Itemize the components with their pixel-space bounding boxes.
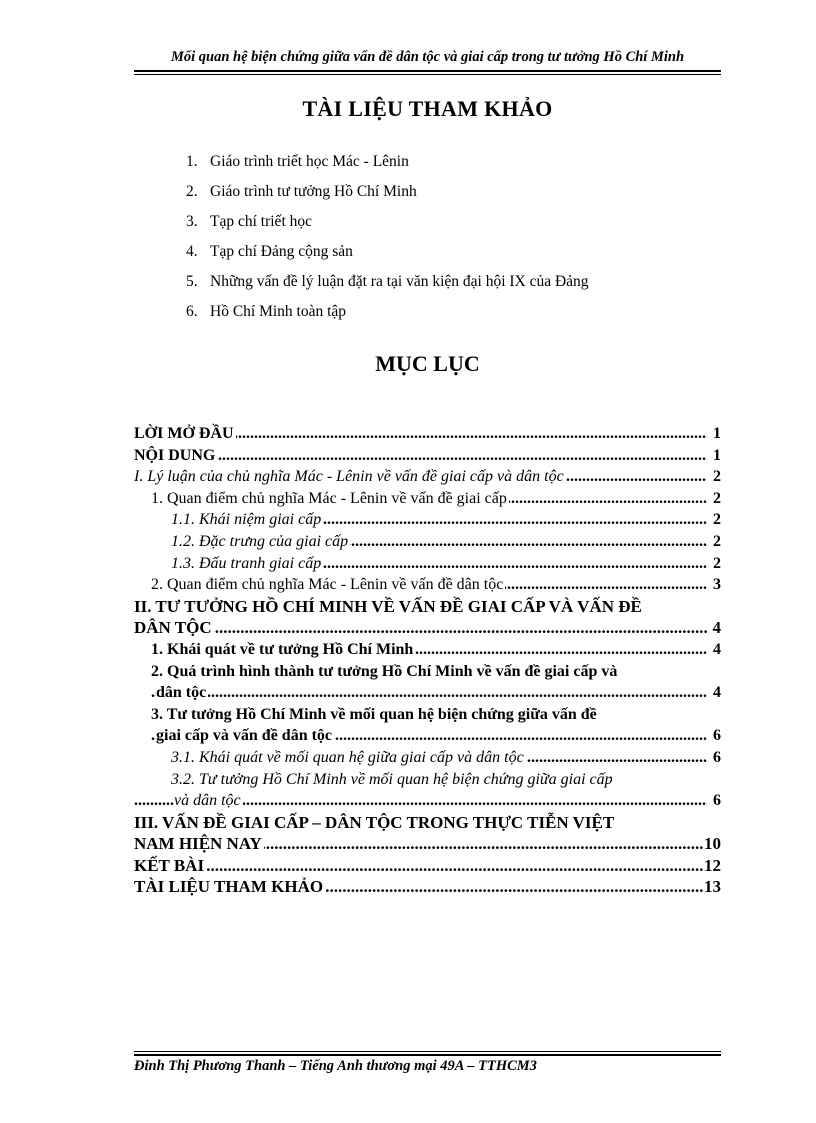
reference-item: 3. Tạp chí triết học <box>186 213 312 230</box>
toc-entry[interactable]: ..... DÂN TỘC 4 <box>134 617 721 639</box>
running-footer: Đinh Thị Phương Thanh – Tiếng Anh thương mại 49A – TTHCM3 <box>134 1058 537 1074</box>
running-header: Mối quan hệ biện chứng giữa vấn đề dân tộc và giai cấp trong tư tưởng Hồ Chí Minh <box>170 49 685 65</box>
references-list <box>186 150 589 330</box>
reference-item: 4. Tạp chí Đảng cộng sản <box>186 243 353 260</box>
reference-item: 1. Giáo trình triết học Mác - Lênin <box>186 153 409 170</box>
toc-entry[interactable]: ..... 2. Quan điểm chủ nghĩa Mác - Lênin về vấn đề dân tộc 3 <box>134 574 721 596</box>
reference-item: 6. Hồ Chí Minh toàn tập <box>186 303 347 320</box>
toc-entry[interactable]: ..... 1. Khái quát về tư tưởng Hồ Chí Minh 4 <box>134 639 721 661</box>
toc-entry-line[interactable]: 2. Quá trình hình thành tư tưởng Hồ Chí Minh về vấn đề giai cấp và <box>151 662 618 680</box>
toc-entry[interactable]: ..... 1.3. Đấu tranh giai cấp 2 <box>134 553 721 575</box>
toc-entry-line[interactable]: 3.2. Tư tưởng Hồ Chí Minh về mối quan hệ biện chứng giữa giai cấp <box>171 770 613 788</box>
toc-entry[interactable]: ..... 3.1. Khái quát về mối quan hệ giữa giai cấp và dân tộc 6 <box>134 747 721 769</box>
toc-entry[interactable]: ..... I. Lý luận của chủ nghĩa Mác - Lênin về vấn đề giai cấp và dân tộc 2 <box>134 466 721 488</box>
toc-entry[interactable]: ..... 1.1. Khái niệm giai cấp 2 <box>134 509 721 531</box>
toc-entry-line[interactable]: II. TƯ TƯỞNG HỒ CHÍ MINH VỀ VẤN ĐỀ GIAI CẤP VÀ VẤN ĐỀ <box>134 596 642 616</box>
table-of-contents <box>134 423 721 898</box>
toc-entry[interactable]: ..... KẾT BÀI 12 <box>134 855 721 877</box>
footer-rule-thin <box>134 1051 721 1052</box>
reference-item: 5. Những vấn đề lý luận đặt ra tại văn kiện đại hội IX của Đảng <box>186 273 589 290</box>
toc-entry-line[interactable]: III. VẤN ĐỀ GIAI CẤP – DÂN TỘC TRONG THỰC TIỄN VIỆT <box>134 812 615 832</box>
footer-rule <box>134 1054 721 1056</box>
header-rule-thin <box>134 74 721 75</box>
toc-entry[interactable]: ..... giai cấp và vấn đề dân tộc 6 <box>134 725 721 747</box>
reference-item: 2. Giáo trình tư tưởng Hồ Chí Minh <box>186 183 417 200</box>
toc-entry-line[interactable]: 3. Tư tưởng Hồ Chí Minh về mối quan hệ biện chứng giữa vấn đề <box>151 705 597 723</box>
toc-entry[interactable]: ..... và dân tộc 6 <box>134 790 721 812</box>
toc-entry[interactable]: ..... dân tộc 4 <box>134 682 721 704</box>
toc-entry[interactable]: ..... NỘI DUNG 1 <box>134 445 721 467</box>
toc-entry[interactable]: ..... LỜI MỞ ĐẦU 1 <box>134 423 721 445</box>
toc-entry[interactable]: ..... NAM HIỆN NAY 10 <box>134 833 721 855</box>
toc-entry[interactable]: ..... 1.2. Đặc trưng của giai cấp 2 <box>134 531 721 553</box>
header-rule <box>134 70 721 72</box>
references-title: TÀI LIỆU THAM KHẢO <box>302 96 553 121</box>
toc-entry[interactable]: ..... TÀI LIỆU THAM KHẢO 13 <box>134 876 721 898</box>
toc-title: MỤC LỤC <box>375 351 480 376</box>
toc-entry[interactable]: ..... 1. Quan điểm chủ nghĩa Mác - Lênin về vấn đề giai cấp 2 <box>134 488 721 510</box>
